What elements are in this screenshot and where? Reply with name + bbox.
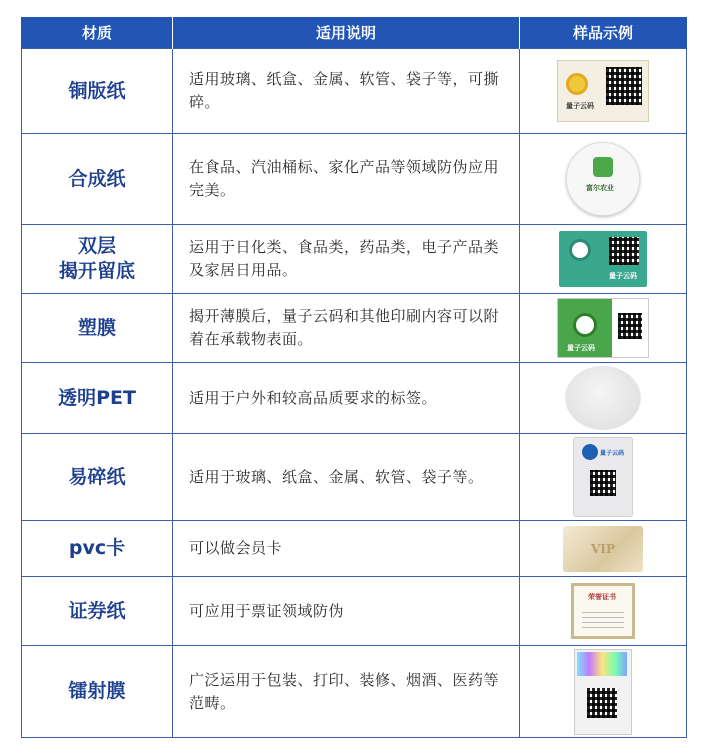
material-name — [22, 225, 173, 294]
header-usage: 适用说明 — [173, 17, 520, 49]
header-material: 材质 — [22, 17, 173, 49]
sample-text: 量子云码 — [609, 272, 637, 280]
qr-code-icon — [606, 67, 642, 105]
table-row — [22, 363, 687, 434]
logo-icon — [566, 73, 588, 95]
sample-cell — [520, 225, 687, 294]
qr-code-icon — [618, 313, 642, 339]
materials-table-wrapper — [21, 17, 686, 738]
table-row — [22, 49, 687, 134]
material-name: 证券纸 — [22, 577, 173, 646]
qr-code-icon — [590, 470, 616, 496]
material-name: pvc卡 — [22, 521, 173, 577]
table-row — [22, 434, 687, 521]
sample-image-round-label — [566, 142, 640, 216]
sample-cell — [520, 521, 687, 577]
usage-description: 广泛运用于包装、打印、装修、烟酒、医药等范畴。 — [173, 646, 520, 738]
material-name: 镭射膜 — [22, 646, 173, 738]
sample-text: 荣誉证书 — [588, 593, 616, 601]
material-name-line2: 揭开留底 — [58, 260, 135, 282]
sample-cell — [520, 363, 687, 434]
sample-image-certificate — [571, 583, 635, 639]
logo-icon — [569, 239, 591, 261]
material-name: 铜版纸 — [22, 49, 173, 134]
logo-icon — [582, 444, 598, 460]
qr-code-icon — [609, 237, 639, 265]
sample-image-transparent-label — [565, 366, 641, 430]
material-name: 易碎纸 — [22, 434, 173, 521]
table-row — [22, 134, 687, 225]
material-name: 合成纸 — [22, 134, 173, 225]
materials-table — [21, 17, 687, 738]
sample-cell — [520, 294, 687, 363]
sample-text: VIP — [591, 541, 615, 556]
sample-cell — [520, 577, 687, 646]
sample-image-label — [573, 437, 633, 517]
sample-cell — [520, 49, 687, 134]
logo-icon — [573, 313, 597, 337]
usage-description: 适用于户外和较高品质要求的标签。 — [173, 363, 520, 434]
sample-cell — [520, 134, 687, 225]
sample-image-label — [557, 298, 649, 358]
sample-text: 量子云码 — [567, 344, 595, 352]
qr-code-icon — [587, 688, 617, 718]
table-row — [22, 577, 687, 646]
sample-cell — [520, 646, 687, 738]
sample-image-vip-card — [563, 526, 643, 572]
certificate-lines — [582, 608, 624, 628]
usage-description: 可应用于票证领域防伪 — [173, 577, 520, 646]
table-row — [22, 521, 687, 577]
sample-text: 量子云码 — [566, 102, 594, 110]
usage-description: 适用玻璃、纸盒、金属、软管、袋子等，可撕碎。 — [173, 49, 520, 134]
table-row — [22, 646, 687, 738]
sample-image-label — [557, 60, 649, 122]
usage-description: 适用于玻璃、纸盒、金属、软管、袋子等。 — [173, 434, 520, 521]
material-name: 塑膜 — [22, 294, 173, 363]
usage-description: 可以做会员卡 — [173, 521, 520, 577]
usage-description: 在食品、汽油桶标、家化产品等领域防伪应用完美。 — [173, 134, 520, 225]
sample-text: 富尔农业 — [586, 184, 614, 192]
table-row — [22, 225, 687, 294]
header-sample: 样品示例 — [520, 17, 687, 49]
leaf-logo-icon — [593, 157, 613, 177]
sample-text: 量子云码 — [600, 450, 625, 457]
sample-image-laser-label — [574, 649, 632, 735]
usage-description: 运用于日化类、食品类，药品类，电子产品类及家居日用品。 — [173, 225, 520, 294]
sample-image-label — [559, 231, 647, 287]
table-row — [22, 294, 687, 363]
material-name: 透明PET — [22, 363, 173, 434]
table-header-row — [22, 17, 687, 49]
hologram-strip — [577, 652, 627, 676]
material-name-line1: 双层 — [77, 235, 116, 257]
usage-description: 揭开薄膜后，量子云码和其他印刷内容可以附着在承载物表面。 — [173, 294, 520, 363]
sample-cell — [520, 434, 687, 521]
